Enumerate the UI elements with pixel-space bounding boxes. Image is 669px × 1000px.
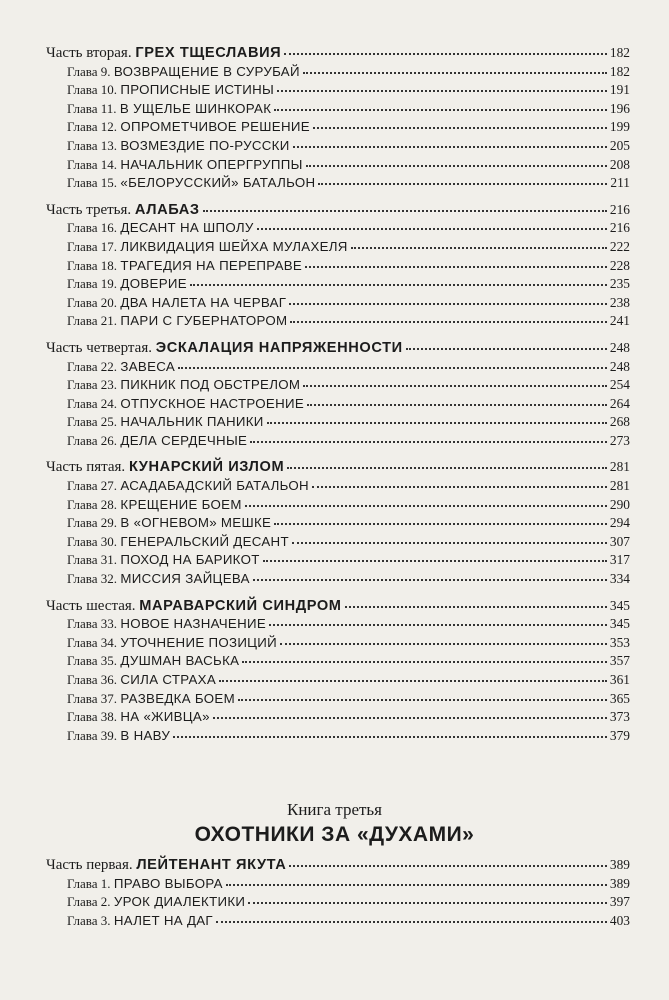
chapter-number: Глава 20. — [67, 294, 118, 310]
dot-leader — [267, 422, 607, 424]
chapter-title: ПАРИ С ГУБЕРНАТОРОМ — [120, 313, 288, 329]
dot-leader — [289, 303, 607, 305]
chapter-number: Глава 25. — [67, 414, 118, 430]
chapter-number: Глава 36. — [67, 672, 118, 687]
chapter-entry — [46, 81, 630, 100]
dot-leader — [345, 606, 607, 608]
dot-leader — [190, 284, 607, 286]
entry-label — [67, 137, 290, 156]
entry-label — [46, 201, 200, 220]
dot-leader — [289, 865, 606, 867]
entry-label — [67, 156, 303, 175]
entry-label — [67, 533, 289, 552]
chapter-number: Глава 37. — [67, 690, 118, 706]
dot-leader — [293, 146, 607, 148]
table-of-contents — [46, 44, 630, 745]
chapter-title: ДЕЛА СЕРДЕЧНЫЕ — [120, 432, 248, 448]
chapter-entry — [46, 514, 630, 533]
dot-leader — [318, 183, 607, 185]
chapter-number: Глава 21. — [67, 313, 118, 329]
chapter-number: Глава 30. — [67, 533, 118, 549]
dot-leader — [257, 228, 607, 230]
part-entry — [46, 597, 630, 616]
dot-leader — [173, 736, 607, 738]
chapter-number: Глава 15. — [67, 175, 118, 191]
chapter-entry — [46, 358, 630, 377]
dot-leader — [287, 467, 607, 469]
dot-leader — [305, 266, 607, 268]
entry-label — [67, 395, 304, 414]
page-number: 403 — [609, 912, 630, 928]
chapter-entry — [46, 533, 630, 552]
chapter-number: Глава 38. — [67, 709, 118, 725]
dot-leader — [303, 385, 607, 387]
chapter-number: Глава 19. — [67, 276, 118, 292]
entry-label — [67, 118, 310, 137]
page-number: 238 — [609, 294, 630, 310]
entry-label — [46, 856, 286, 875]
chapter-title: МИССИЯ ЗАЙЦЕВА — [120, 571, 250, 587]
entry-label — [67, 100, 271, 119]
chapter-title: ПРОПИСНЫЕ ИСТИНЫ — [120, 82, 275, 98]
entry-label — [67, 81, 274, 100]
chapter-number: Глава 10. — [67, 82, 118, 98]
part-entry — [46, 856, 630, 875]
chapter-title: ГЕНЕРАЛЬСКИЙ ДЕСАНТ — [120, 533, 289, 549]
dot-leader — [253, 579, 607, 581]
part-number: Часть третья. — [46, 201, 132, 218]
chapter-title: ДВА НАЛЕТА НА ЧЕРВАГ — [120, 294, 287, 310]
chapter-title: НОВОЕ НАЗНАЧЕНИЕ — [120, 616, 267, 632]
page-number: 345 — [609, 616, 630, 632]
chapter-entry — [46, 615, 630, 634]
chapter-number: Глава 31. — [67, 552, 118, 568]
chapter-title: ВОЗВРАЩЕНИЕ В СУРУБАЙ — [113, 63, 300, 79]
part-title: ЭСКАЛАЦИЯ НАПРЯЖЕННОСТИ — [155, 339, 403, 356]
entry-label — [67, 294, 286, 313]
page-number: 191 — [609, 82, 630, 98]
chapter-title: КРЕЩЕНИЕ БОЕМ — [120, 496, 242, 512]
entry-label — [46, 339, 403, 358]
dot-leader — [274, 109, 607, 111]
part-title: МАРАВАРСКИЙ СИНДРОМ — [139, 597, 342, 614]
part-number: Часть пятая. — [46, 459, 126, 476]
dot-leader — [203, 210, 607, 212]
chapter-entry — [46, 652, 630, 671]
chapter-entry — [46, 893, 630, 912]
chapter-title: ЗАВЕСА — [120, 358, 176, 374]
page-number: 345 — [609, 597, 630, 613]
page-number: 248 — [609, 339, 630, 355]
entry-label — [67, 708, 210, 727]
page-number: 389 — [609, 875, 630, 891]
chapter-title: ПОХОД НА БАРИКОТ — [120, 552, 260, 568]
page-number: 373 — [609, 709, 630, 725]
page-number: 361 — [609, 672, 630, 687]
entry-label — [67, 551, 260, 570]
chapter-number: Глава 26. — [67, 432, 118, 448]
chapter-title: ОПРОМЕТЧИВОЕ РЕШЕНИЕ — [120, 119, 310, 135]
chapter-number: Глава 9. — [67, 63, 111, 79]
book-label: Книга третья — [287, 800, 382, 819]
chapter-title: ДОВЕРИЕ — [120, 276, 187, 292]
chapter-title: НАЧАЛЬНИК ОПЕРГРУППЫ — [120, 156, 303, 172]
entry-label — [67, 432, 247, 451]
entry-label — [67, 376, 300, 395]
chapter-number: Глава 11. — [67, 100, 117, 116]
chapter-entry — [46, 477, 630, 496]
page-number: 182 — [609, 45, 630, 60]
chapter-entry — [46, 708, 630, 727]
chapter-title: СИЛА СТРАХА — [120, 672, 217, 687]
table-of-contents-book3 — [46, 856, 630, 930]
page-number: 205 — [609, 137, 630, 153]
chapter-number: Глава 33. — [67, 616, 118, 632]
page-number: 365 — [609, 690, 630, 706]
part-title: АЛАБАЗ — [134, 201, 200, 218]
dot-leader — [269, 624, 607, 626]
chapter-number: Глава 39. — [67, 727, 118, 743]
part-number: Часть четвертая. — [46, 339, 152, 356]
chapter-entry — [46, 156, 630, 175]
part-title: ГРЕХ ТЩЕСЛАВИЯ — [135, 45, 282, 61]
chapter-title: В НАВУ — [120, 727, 171, 743]
chapter-entry — [46, 238, 630, 257]
page-number: 281 — [609, 478, 630, 494]
chapter-title: ДУШМАН ВАСЬКА — [120, 653, 240, 669]
dot-leader — [277, 90, 607, 92]
chapter-title: «БЕЛОРУССКИЙ» БАТАЛЬОН — [120, 175, 316, 191]
page-number: 199 — [609, 119, 630, 135]
dot-leader — [290, 321, 607, 323]
entry-label — [67, 358, 175, 377]
chapter-entry — [46, 690, 630, 709]
page-number: 273 — [609, 432, 630, 448]
entry-label — [67, 615, 266, 634]
part-title: ЛЕЙТЕНАНТ ЯКУТА — [136, 857, 287, 873]
chapter-entry — [46, 275, 630, 294]
dot-leader — [238, 699, 607, 701]
chapter-entry — [46, 671, 630, 690]
chapter-number: Глава 13. — [67, 137, 118, 153]
chapter-entry — [46, 395, 630, 414]
chapter-title: В «ОГНЕВОМ» МЕШКЕ — [120, 515, 272, 531]
chapter-number: Глава 17. — [67, 238, 118, 254]
chapter-number: Глава 35. — [67, 653, 118, 669]
entry-label — [67, 275, 187, 294]
dot-leader — [292, 542, 607, 544]
chapter-entry — [46, 496, 630, 515]
part-entry — [46, 201, 630, 220]
chapter-title: ОТПУСКНОЕ НАСТРОЕНИЕ — [120, 395, 305, 411]
page-number: 307 — [609, 533, 630, 549]
page-number: 353 — [609, 634, 630, 650]
entry-label — [67, 219, 254, 238]
page-number: 268 — [609, 414, 630, 430]
book-title: ОХОТНИКИ ЗА «ДУХАМИ» — [194, 823, 475, 846]
chapter-entry — [46, 413, 630, 432]
page-number: 235 — [609, 276, 630, 292]
chapter-number: Глава 23. — [67, 377, 118, 393]
part-entry — [46, 458, 630, 477]
entry-label — [67, 912, 213, 931]
chapter-entry — [46, 219, 630, 238]
chapter-title: РАЗВЕДКА БОЕМ — [120, 690, 235, 706]
chapter-number: Глава 16. — [67, 220, 118, 236]
chapter-title: ВОЗМЕЗДИЕ ПО-РУССКИ — [120, 137, 290, 153]
chapter-number: Глава 28. — [67, 496, 118, 512]
chapter-number: Глава 34. — [67, 634, 118, 650]
page-number: 211 — [610, 175, 630, 191]
part-title: КУНАРСКИЙ ИЗЛОМ — [128, 459, 285, 476]
dot-leader — [312, 486, 607, 488]
chapter-title: ЛИКВИДАЦИЯ ШЕЙХА МУЛАХЕЛЯ — [120, 238, 348, 254]
chapter-title: НАЧАЛЬНИК ПАНИКИ — [120, 414, 264, 430]
part-number: Часть вторая. — [46, 45, 132, 61]
chapter-number: Глава 18. — [67, 257, 118, 273]
entry-label — [46, 458, 284, 477]
dot-leader — [307, 404, 607, 406]
chapter-entry — [46, 432, 630, 451]
chapter-number: Глава 1. — [67, 875, 111, 891]
chapter-title: АСАДАБАДСКИЙ БАТАЛЬОН — [120, 478, 309, 494]
page-number: 248 — [609, 358, 630, 374]
page-number: 281 — [609, 459, 630, 475]
chapter-title: УТОЧНЕНИЕ ПОЗИЦИЙ — [120, 634, 278, 650]
chapter-title: ДЕСАНТ НА ШПОЛУ — [120, 220, 254, 236]
chapter-title: ТРАГЕДИЯ НА ПЕРЕПРАВЕ — [120, 257, 303, 273]
page-number: 196 — [609, 100, 630, 116]
entry-label — [67, 514, 271, 533]
page-number: 216 — [609, 201, 630, 217]
dot-leader — [280, 643, 607, 645]
page-number: 379 — [609, 727, 630, 743]
chapter-entry — [46, 137, 630, 156]
page-number: 264 — [609, 395, 630, 411]
dot-leader — [226, 884, 607, 886]
entry-label — [67, 570, 250, 589]
entry-label — [67, 238, 348, 257]
entry-label — [46, 44, 281, 63]
chapter-number: Глава 32. — [67, 571, 118, 587]
entry-label — [67, 652, 239, 671]
entry-label — [67, 477, 309, 496]
dot-leader — [274, 523, 607, 525]
chapter-title: В УЩЕЛЬЕ ШИНКОРАК — [119, 100, 272, 116]
chapter-entry — [46, 727, 630, 746]
dot-leader — [351, 247, 607, 249]
part-number: Часть первая. — [46, 857, 133, 873]
chapter-title: ПИКНИК ПОД ОБСТРЕЛОМ — [120, 377, 301, 393]
page-number: 208 — [609, 156, 630, 172]
chapter-number: Глава 24. — [67, 395, 118, 411]
chapter-entry — [46, 551, 630, 570]
chapter-entry — [46, 294, 630, 313]
chapter-entry — [46, 100, 630, 119]
chapter-title: ПРАВО ВЫБОРА — [113, 875, 223, 891]
page-number: 290 — [609, 496, 630, 512]
dot-leader — [284, 53, 607, 55]
page-number: 254 — [609, 377, 630, 393]
dot-leader — [242, 661, 607, 663]
page-number: 222 — [609, 238, 630, 254]
dot-leader — [313, 127, 607, 129]
part-number: Часть шестая. — [46, 597, 136, 614]
page-number: 294 — [609, 515, 630, 531]
chapter-entry — [46, 118, 630, 137]
dot-leader — [248, 902, 607, 904]
page-number: 357 — [609, 653, 630, 669]
entry-label — [67, 893, 245, 912]
chapter-entry — [46, 257, 630, 276]
entry-label — [67, 671, 216, 690]
dot-leader — [178, 367, 607, 369]
dot-leader — [216, 921, 607, 923]
chapter-title: НА «ЖИВЦА» — [120, 709, 210, 725]
chapter-entry — [46, 875, 630, 894]
entry-label — [67, 174, 315, 193]
entry-label — [67, 496, 242, 515]
entry-label — [67, 727, 170, 746]
entry-label — [67, 312, 287, 331]
page-number: 241 — [609, 313, 630, 329]
dot-leader — [250, 441, 607, 443]
chapter-entry — [46, 376, 630, 395]
chapter-entry — [46, 570, 630, 589]
chapter-entry — [46, 634, 630, 653]
entry-label — [67, 634, 277, 653]
dot-leader — [303, 72, 607, 74]
page-number: 182 — [609, 63, 630, 79]
chapter-number: Глава 22. — [67, 358, 118, 374]
entry-label — [67, 257, 302, 276]
entry-label — [67, 413, 264, 432]
dot-leader — [306, 165, 607, 167]
dot-leader — [219, 680, 607, 682]
chapter-number: Глава 29. — [67, 515, 118, 531]
entry-label — [67, 875, 223, 894]
dot-leader — [406, 348, 607, 350]
chapter-title: УРОК ДИАЛЕКТИКИ — [113, 894, 246, 910]
page-number: 397 — [609, 894, 630, 910]
page-number: 228 — [609, 257, 630, 273]
chapter-entry — [46, 912, 630, 931]
entry-label — [46, 597, 342, 616]
dot-leader — [245, 505, 607, 507]
chapter-entry — [46, 174, 630, 193]
chapter-entry — [46, 63, 630, 82]
dot-leader — [213, 717, 607, 719]
part-entry — [46, 44, 630, 63]
page-number: 334 — [609, 571, 630, 587]
entry-label — [67, 690, 235, 709]
dot-leader — [263, 560, 607, 562]
page-number: 389 — [609, 857, 630, 872]
chapter-number: Глава 2. — [67, 894, 111, 910]
entry-label — [67, 63, 300, 82]
chapter-title: НАЛЕТ НА ДАГ — [113, 912, 213, 928]
chapter-number: Глава 14. — [67, 156, 118, 172]
page-number: 216 — [609, 220, 630, 236]
page-number: 317 — [609, 552, 630, 568]
chapter-number: Глава 12. — [67, 119, 118, 135]
part-entry — [46, 339, 630, 358]
chapter-number: Глава 27. — [67, 478, 118, 494]
chapter-number: Глава 3. — [67, 912, 111, 928]
chapter-entry — [46, 312, 630, 331]
